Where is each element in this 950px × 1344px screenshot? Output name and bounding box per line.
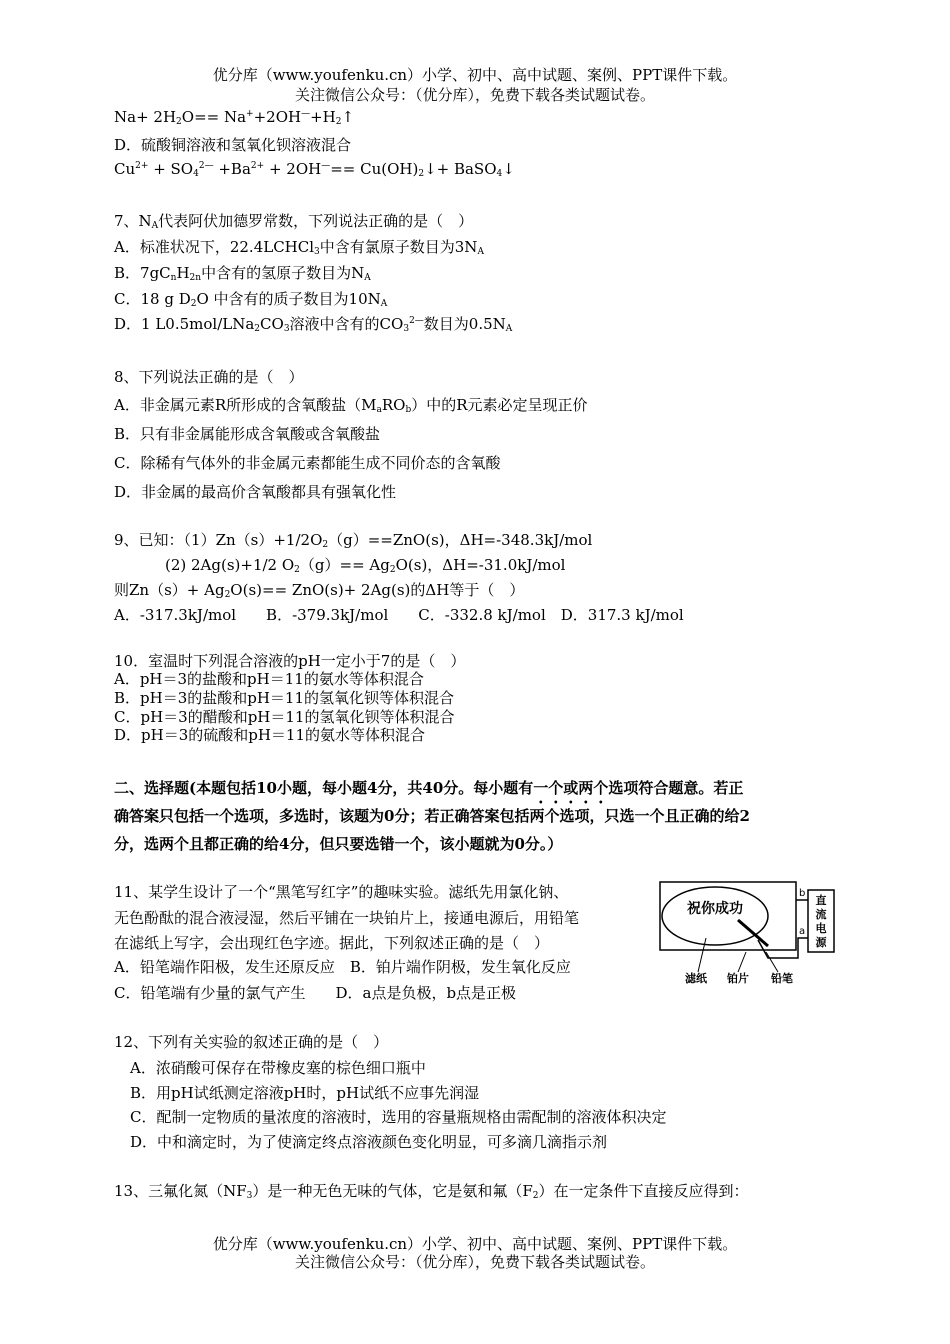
header-line-2: 关注微信公众号：（优分库），免费下载各类试题试卷。 [294, 86, 655, 104]
q8-option-d: D．非金属的最高价含氧酸都具有强氧化性 [114, 483, 397, 501]
q12-option-a: A．浓硝酸可保存在带橡皮塞的棕色细口瓶中 [130, 1059, 426, 1077]
q10-stem: 10．室温时下列混合溶液的pH一定小于7的是（ ） [114, 652, 466, 670]
platinum-pointer [738, 952, 746, 972]
q6-equation-d: $Cu^{2+} + SO_4^{2—} +Ba^{2+} + 2OH^—==$ $Cu(OH)_2↓+$ BaSO$_4$↓ [114, 160, 515, 179]
q6-option-d: D．硫酸铜溶液和氢氧化钡溶液混合 [114, 136, 352, 154]
q11-line-3: 在滤纸上写字，会出现红色字迹。据此，下列叙述正确的是（ ） [114, 934, 550, 952]
q12-option-d: D．中和滴定时，为了使滴定终点溶液颜色变化明显，可多滴几滴指示剂 [130, 1133, 608, 1151]
q12-option-b: B．用pH试纸测定溶液pH时，pH试纸不应事先润湿 [130, 1084, 480, 1102]
q9-line-1: 9、已知：$(1)Zn(s)+1/2O_2(g)==ZnO(s)$，ΔH=-348.3kJ/mol [114, 531, 593, 550]
dc-power-char: 电 [815, 922, 827, 935]
dc-power-char: 源 [815, 936, 827, 949]
platinum-label: 铂片 [727, 972, 749, 985]
q10-option-a: A．pH＝3的盐酸和pH＝11的氨水等体积混合 [114, 670, 424, 688]
dc-power-label [816, 893, 828, 949]
q7-stem: 7、$N_A$代表阿伏加德罗常数，下列说法正确的是（ ） [114, 212, 474, 231]
q11-apparatus-diagram [658, 880, 838, 985]
pencil-pointer [766, 952, 778, 972]
section2-line-3: 分，选两个且都正确的给4分，但只要选错一个，该小题就为0分。） [114, 835, 563, 853]
q11-line-2: 无色酚酞的混合液浸湿，然后平铺在一块铂片上，接通电源后，用铅笔 [114, 909, 580, 927]
q13-stem: 13、三氟化氮$(NF_3)$是一种无色无味的气体，它是氨和氟$(F_2)$在一定条件下直接反应得到： [114, 1182, 749, 1201]
q8-option-a: A．非金属元素R所形成的含氧酸盐$(M_aRO_b)$中的R元素必定呈现正价 [114, 396, 588, 415]
q9-line-3: 则$Zn(s)+ Ag_2O(s)== ZnO(s)+ 2Ag(s)$的ΔH等于（ ） [114, 581, 525, 600]
q7-option-d: D．1 $L0.5mol/LNa_2CO_3$溶液中含有的$CO_3^{2—}$数目为$0.5N_A$ [114, 315, 513, 334]
q12-stem: 12、下列有关实验的叙述正确的是（ ） [114, 1033, 389, 1051]
q10-option-c: C．pH＝3的醋酸和pH＝11的氢氧化钡等体积混合 [114, 708, 455, 726]
q11-line-5: C．铅笔端有少量的氯气产生 D．a点是负极，b点是正极 [114, 984, 517, 1002]
wire-a [758, 938, 808, 958]
q9-options: A．-317.3kJ/mol B．-379.3kJ/mol C．-332.8 kJ/mol D．317.3 kJ/mol [114, 606, 684, 624]
q7-option-c: C．18 g $D_2O$ 中含有的质子数目为$10N_A$ [114, 290, 388, 309]
filter-label: 滤纸 [685, 972, 707, 985]
dc-power-char: 流 [815, 908, 827, 921]
q6-equation-c: $Na+ 2H_2O==$ $Na^++2OH^—+H_2↑$ [114, 108, 355, 127]
q7-option-b: B．$7gC_nH_{2n}$中含有的氢原子数目为$N_A$ [114, 264, 371, 283]
q12-option-c: C．配制一定物质的量浓度的溶液时，选用的容量瓶规格由需配制的溶液体积决定 [130, 1108, 667, 1126]
section2-line-1: 二、选择题(本题包括10小题，每小题4分，共40分。每小题有一个或两个选项符合题意。若正 [114, 779, 744, 797]
section2-line-2: 确答案只包括一个选项，多选时，该题为0分；若正确答案包括两个选项，只选一个且正确的给2 [114, 807, 750, 825]
point-a-label: a [799, 926, 806, 937]
pencil [738, 920, 768, 946]
q8-option-c: C．除稀有气体外的非金属元素都能生成不同价态的含氧酸 [114, 454, 501, 472]
footer-line-1: 优分库（www.youfenku.cn）小学、初中、高中试题、案例、PPT课件下载。 [212, 1235, 738, 1253]
q8-option-b: B．只有非金属能形成含氧酸或含氧酸盐 [114, 425, 381, 443]
q10-option-d: D．pH＝3的硫酸和pH＝11的氨水等体积混合 [114, 726, 426, 744]
q11-line-4: A．铅笔端作阳极，发生还原反应 B．铂片端作阴极，发生氧化反应 [114, 958, 571, 976]
point-b-label: b [799, 888, 806, 899]
q8-stem: 8、下列说法正确的是（ ） [114, 368, 304, 386]
header-line-1: 优分库（www.youfenku.cn）小学、初中、高中试题、案例、PPT课件下载。 [212, 66, 738, 84]
footer-line-2: 关注微信公众号：（优分库），免费下载各类试题试卷。 [294, 1253, 655, 1271]
q9-line-2: (2) 2Ag(s)+1/2 $O_2(g)== Ag_2O(s)$，ΔH=-31.0kJ/mol [165, 556, 566, 575]
pencil-label: 铅笔 [771, 972, 793, 985]
q11-line-1: 11、某学生设计了一个“黑笔写红字”的趣味实验。滤纸先用氯化钠、 [114, 883, 569, 901]
dc-power-char: 直 [815, 894, 827, 907]
oval-text: 祝你成功 [687, 901, 743, 917]
q7-option-a: A．标准状况下，22.4LCHCl$_3$中含有氯原子数目为$3N_A$ [114, 238, 484, 257]
q10-option-b: B．pH＝3的盐酸和pH＝11的氢氧化钡等体积混合 [114, 689, 455, 707]
